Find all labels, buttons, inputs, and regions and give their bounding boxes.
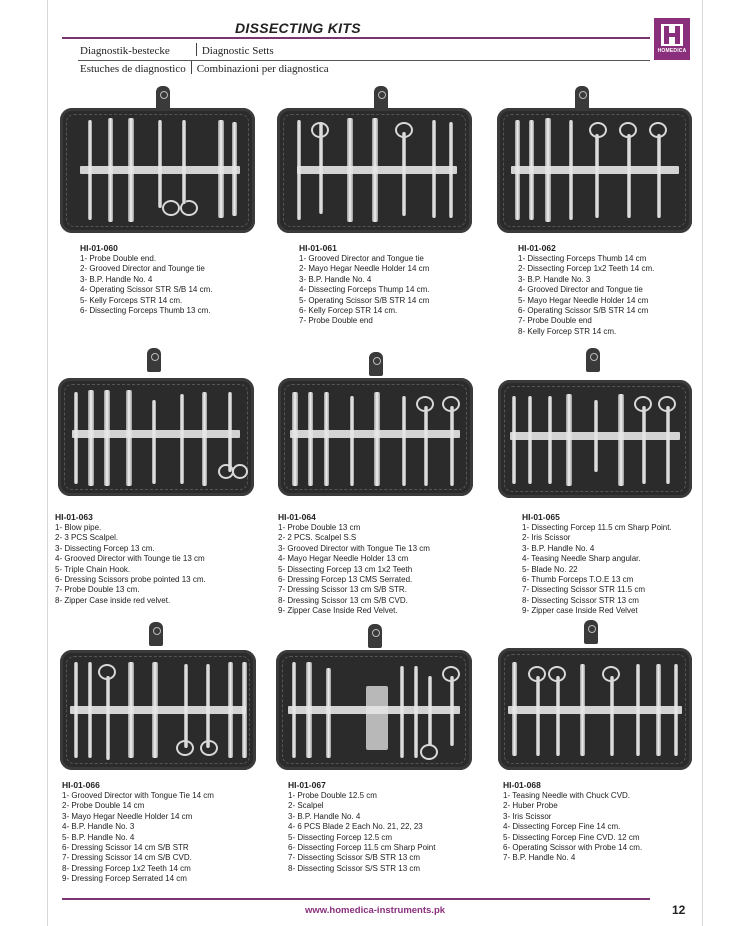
- kit-item: 1- Probe Double 13 cm: [278, 523, 361, 532]
- kit-item: 6- Dressing Forcep 13 CMS Serrated.: [278, 575, 413, 585]
- kit-item: 3- Dissecting Forcep 13 cm.: [55, 543, 155, 553]
- kit-item: 1- Grooved Director with Tongue Tie 14 cm: [62, 791, 214, 800]
- kit-item: 5- Kelly Forceps STR 14 cm.: [80, 295, 183, 305]
- case-tab: [147, 348, 161, 372]
- kit-contents-list: [278, 523, 430, 617]
- kit-contents-list: [80, 254, 213, 316]
- kit-case-image: [277, 108, 472, 233]
- kit-case-image: [278, 378, 473, 496]
- header-divider: [62, 37, 650, 39]
- case-tab: [156, 86, 170, 110]
- kit-item: 3- Mayo Hegar Needle Holder 14 cm: [62, 811, 193, 821]
- case-tab: [586, 348, 600, 372]
- page-edge-right: [702, 0, 703, 926]
- kit-contents-list: [55, 523, 206, 606]
- kit-code: HI-01-061: [299, 243, 337, 253]
- kit-item: 8- Dissecting Scissor S/S STR 13 cm: [288, 863, 421, 873]
- page-edge-left: [47, 0, 48, 926]
- case-tab: [368, 624, 382, 648]
- kit-item: 5- Dissecting Forcep Fine CVD. 12 cm: [503, 832, 640, 842]
- kit-case-image: [276, 650, 472, 770]
- case-tab: [584, 620, 598, 644]
- kit-item: 2- Mayo Hegar Needle Holder 14 cm: [299, 264, 430, 274]
- kit-item: 6- Operating Scissor S/B STR 14 cm: [518, 306, 649, 316]
- kit-item: 7- Dissecting Scissor STR 11.5 cm: [522, 585, 645, 595]
- kit-case-image: [497, 108, 692, 233]
- kit-item: 7- Dressing Scissor 14 cm S/B CVD.: [62, 853, 192, 863]
- kit-item: 2- 3 PCS Scalpel.: [55, 533, 119, 543]
- kit-item: 5- Blade No. 22: [522, 564, 578, 574]
- kit-item: 2- Grooved Director and Tounge tie: [80, 264, 205, 274]
- kit-code: HI-01-068: [503, 780, 541, 790]
- kit-item: 1- Probe Double 12.5 cm: [288, 791, 377, 800]
- kit-code: HI-01-062: [518, 243, 556, 253]
- kit-contents-list: [288, 791, 435, 874]
- kit-item: 3- Grooved Director with Tongue Tie 13 cm: [278, 543, 430, 553]
- kit-item: 8- Dressing Forcep 1x2 Teeth 14 cm: [62, 863, 191, 873]
- kit-item: 1- Grooved Director and Tongue tie: [299, 254, 424, 263]
- kit-item: 4- Dissecting Forcep Fine 14 cm.: [503, 822, 621, 832]
- kit-item: 9- Zipper Case Inside Red Velvet.: [278, 606, 398, 616]
- kit-code: HI-01-067: [288, 780, 326, 790]
- case-tab: [374, 86, 388, 110]
- page-title: DISSECTING KITS: [235, 20, 361, 36]
- kit-contents-list: [62, 791, 214, 885]
- kit-item: 4- B.P. Handle No. 3: [62, 822, 135, 832]
- kit-item: 3- B.P. Handle No. 4: [522, 543, 595, 553]
- subtitle-en: Diagnostic Setts: [201, 45, 274, 57]
- subtitle-it: Combinazioni per diagnostica: [196, 63, 329, 75]
- kit-case-image: [60, 108, 255, 233]
- kit-item: 1- Teasing Needle with Chuck CVD.: [503, 791, 631, 800]
- page-number: 12: [672, 903, 686, 917]
- kit-item: 1- Blow pipe.: [55, 523, 102, 532]
- kit-item: 7- Dressing Scissor 13 cm S/B STR.: [278, 585, 407, 595]
- kit-item: 3- B.P. Handle No. 4: [299, 274, 372, 284]
- kit-item: 5- Mayo Hegar Needle Holder 14 cm: [518, 295, 649, 305]
- kit-contents-list: [299, 254, 430, 327]
- kit-item: 5- Dissecting Forcep 13 cm 1x2 Teeth: [278, 564, 413, 574]
- kit-contents-list: [518, 254, 654, 337]
- kit-item: 1- Dissecting Forceps Thumb 14 cm: [518, 254, 647, 263]
- kit-contents-list: [503, 791, 642, 864]
- kit-code: HI-01-064: [278, 512, 316, 522]
- kit-item: 8- Kelly Forcep STR 14 cm.: [518, 326, 617, 336]
- kit-item: 2- Probe Double 14 cm: [62, 801, 145, 811]
- website-link[interactable]: www.homedica-instruments.pk: [304, 905, 446, 916]
- kit-item: 3- Iris Scissor: [503, 811, 552, 821]
- kit-item: 6- Dissecting Forcep 11.5 cm Sharp Point: [288, 843, 436, 853]
- kit-item: 6- Dissecting Forceps Thumb 13 cm.: [80, 306, 211, 316]
- subtitle-es: Estuches de diagnostico: [80, 63, 186, 75]
- kit-code: HI-01-065: [522, 512, 560, 522]
- logo-text: HOMEDICA: [657, 48, 687, 54]
- kit-item: 4- Operating Scissor STR S/B 14 cm.: [80, 285, 213, 295]
- kit-item: 4- Teasing Needle Sharp angular.: [522, 554, 641, 564]
- kit-item: 5- Operating Scissor S/B STR 14 cm: [299, 295, 430, 305]
- kit-code: HI-01-060: [80, 243, 118, 253]
- kit-item: 3- B.P. Handle No. 3: [518, 274, 591, 284]
- kit-item: 7- Probe Double end: [518, 316, 592, 326]
- kit-item: 7- Dissecting Scissor S/B STR 13 cm: [288, 853, 421, 863]
- kit-code: HI-01-066: [62, 780, 100, 790]
- subtitle-row-2: [80, 61, 329, 75]
- footer-divider: [62, 898, 650, 900]
- kit-item: 6- Thumb Forceps T.O.E 13 cm: [522, 575, 634, 585]
- kit-item: 4- Grooved Director with Tounge tie 13 cm: [55, 554, 205, 564]
- kit-item: 8- Zipper Case inside red velvet.: [55, 595, 171, 605]
- kit-case-image: [60, 650, 256, 770]
- kit-item: 8- Dressing Scissor 13 cm S/B CVD.: [278, 595, 408, 605]
- kit-item: 2- Huber Probe: [503, 801, 558, 811]
- kit-item: 5- Triple Chain Hook.: [55, 564, 131, 574]
- kit-item: 1- Probe Double end.: [80, 254, 157, 263]
- kit-item: 9- Dressing Forcep Serrated 14 cm: [62, 874, 187, 884]
- kit-item: 7- B.P. Handle No. 4: [503, 853, 576, 863]
- kit-case-image: [58, 378, 254, 496]
- case-tab: [369, 352, 383, 376]
- kit-item: 4- 6 PCS Blade 2 Each No. 21, 22, 23: [288, 822, 423, 832]
- kit-item: 5- Dissecting Forcep 12.5 cm: [288, 832, 393, 842]
- kit-item: 7- Probe Double 13 cm.: [55, 585, 140, 595]
- kit-contents-list: [522, 523, 672, 617]
- kit-item: 3- B.P. Handle No. 4: [80, 274, 153, 284]
- kit-case-image: [498, 648, 692, 770]
- kit-item: 4- Mayo Hegar Needle Holder 13 cm: [278, 554, 409, 564]
- case-tab: [575, 86, 589, 110]
- kit-item: 4- Dissecting Forceps Thump 14 cm.: [299, 285, 430, 295]
- kit-item: 5- B.P. Handle No. 4: [62, 832, 135, 842]
- kit-item: 6- Operating Scissor with Probe 14 cm.: [503, 843, 643, 853]
- subtitle-divider: [78, 60, 650, 61]
- kit-item: 4- Grooved Director and Tongue tie: [518, 285, 643, 295]
- kit-item: 2- Dissecting Forcep 1x2 Teeth 14 cm.: [518, 264, 655, 274]
- kit-item: 2- Scalpel: [288, 801, 324, 811]
- subtitle-de: Diagnostik-bestecke: [80, 45, 170, 57]
- kit-item: 6- Dressing Scissors probe pointed 13 cm.: [55, 575, 206, 585]
- kit-case-image: [498, 380, 692, 498]
- kit-item: 8- Dissecting Scissor STR 13 cm: [522, 595, 639, 605]
- kit-item: 7- Probe Double end: [299, 316, 373, 326]
- kit-item: 6- Kelly Forcep STR 14 cm.: [299, 306, 398, 316]
- subtitle-row-1: [80, 43, 274, 57]
- kit-item: 6- Dressing Scissor 14 cm S/B STR: [62, 843, 189, 853]
- case-tab: [149, 622, 163, 646]
- kit-item: 3- B.P. Handle No. 4: [288, 811, 361, 821]
- kit-item: 1- Dissecting Forcep 11.5 cm Sharp Point.: [522, 523, 672, 532]
- kit-item: 2- Iris Scissor: [522, 533, 571, 543]
- homedica-logo: [654, 18, 690, 60]
- kit-code: HI-01-063: [55, 512, 93, 522]
- kit-item: 9- Zipper case Inside Red Velvet: [522, 606, 638, 616]
- kit-item: 2- 2 PCS. Scalpel S.S: [278, 533, 357, 543]
